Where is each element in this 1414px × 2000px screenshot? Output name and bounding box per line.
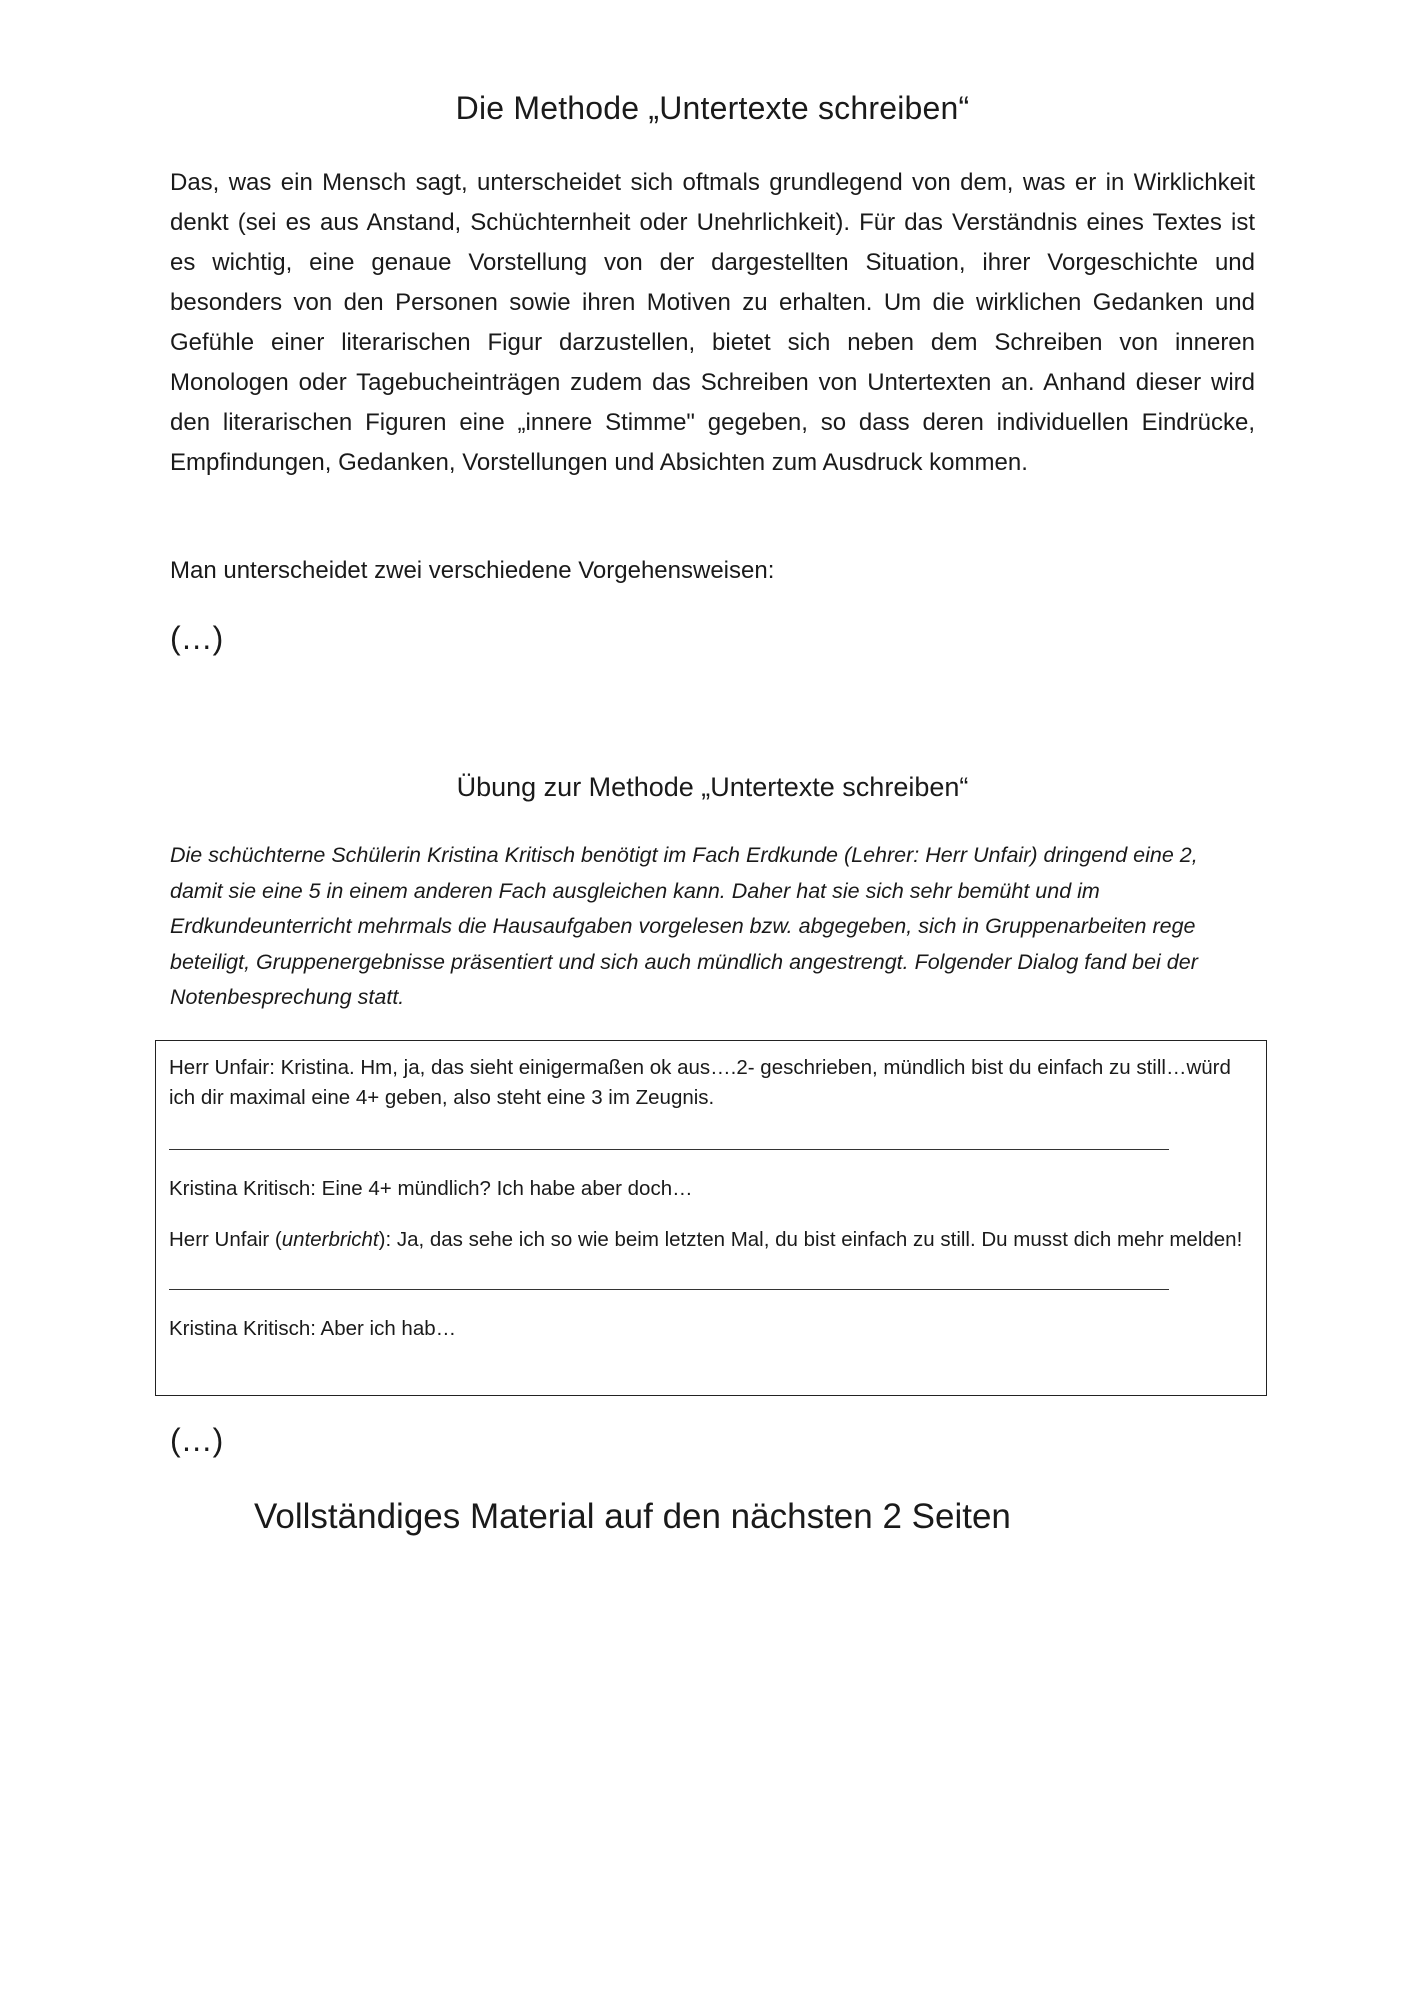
dialog-line-kristina-2: Kristina Kritisch: Aber ich hab… bbox=[169, 1317, 457, 1340]
subtext-answer-line bbox=[169, 1149, 1169, 1150]
stage-direction: unterbricht bbox=[281, 1228, 379, 1251]
omission-marker: (…) bbox=[170, 1422, 224, 1458]
dialog-box bbox=[155, 1040, 1267, 1396]
intro-paragraph: Das, was ein Mensch sagt, unterscheidet sich oftmals grundlegend von dem, was er in Wirklichkeit denkt (sei es aus Anstand, Schüchternheit oder Unehrlichkeit). Für das Verständnis eines Textes ist es wichtig, eine genaue Vorstellung von der dargestellten Situation, ihrer Vorgeschichte und besonders von den Personen sowie ihren Motiven zu erhalten. Um die wirklichen Gedanken und Gefühle einer literarischen Figur darzustellen, bietet sich neben dem Schreiben von inneren Monologen oder Tagebucheinträgen zudem das Schreiben von Untertexten an. Anhand dieser wird den literarischen Figuren eine „innere Stimme" gegeben, so dass deren individuellen Eindrücke, Empfindungen, Gedanken, Vorstellungen und Absichten zum Ausdruck kommen. bbox=[170, 169, 1255, 476]
omission-marker: (…) bbox=[170, 620, 224, 656]
procedures-intro: Man unterscheidet zwei verschiedene Vorgehensweisen: bbox=[170, 557, 775, 584]
dialog-line-herr-unfair-1: Herr Unfair: Kristina. Hm, ja, das sieht einigermaßen ok aus….2- geschrieben, mündlich bist du einfach zu still…würd ich dir maximal eine 4+ geben, also steht eine 3 im Zeugnis. bbox=[169, 1056, 1231, 1109]
exercise-title: Übung zur Methode „Untertexte schreiben“ bbox=[456, 772, 969, 802]
dialog-speech: ): Ja, das sehe ich so wie beim letzten Mal, du bist einfach zu still. Du musst dich mehr melden! bbox=[378, 1228, 1243, 1251]
dialog-speaker: Herr Unfair ( bbox=[169, 1228, 282, 1251]
dialog-line-kristina-1: Kristina Kritisch: Eine 4+ mündlich? Ich habe aber doch… bbox=[169, 1177, 693, 1200]
continuation-note: Vollständiges Material auf den nächsten 2 Seiten bbox=[254, 1497, 1011, 1536]
page-title: Die Methode „Untertexte schreiben“ bbox=[455, 90, 970, 126]
subtext-answer-line bbox=[169, 1289, 1169, 1290]
scenario-text: Die schüchterne Schülerin Kristina Kritisch benötigt im Fach Erdkunde (Lehrer: Herr Unfair) dringend eine 2, damit sie eine 5 in einem anderen Fach ausgleichen kann. Daher hat sie sich sehr bemüht und im Erdkundeunterricht mehrmals die Hausaufgaben vorgelesen bzw. abgegeben, sich in Gruppenarbeiten rege beteiligt, Gruppenergebnisse präsentiert und sich auch mündlich angestrengt. Folgender Dialog fand bei der Notenbesprechung statt. bbox=[170, 843, 1198, 1009]
dialog-line-herr-unfair-2 bbox=[169, 1225, 1254, 1255]
